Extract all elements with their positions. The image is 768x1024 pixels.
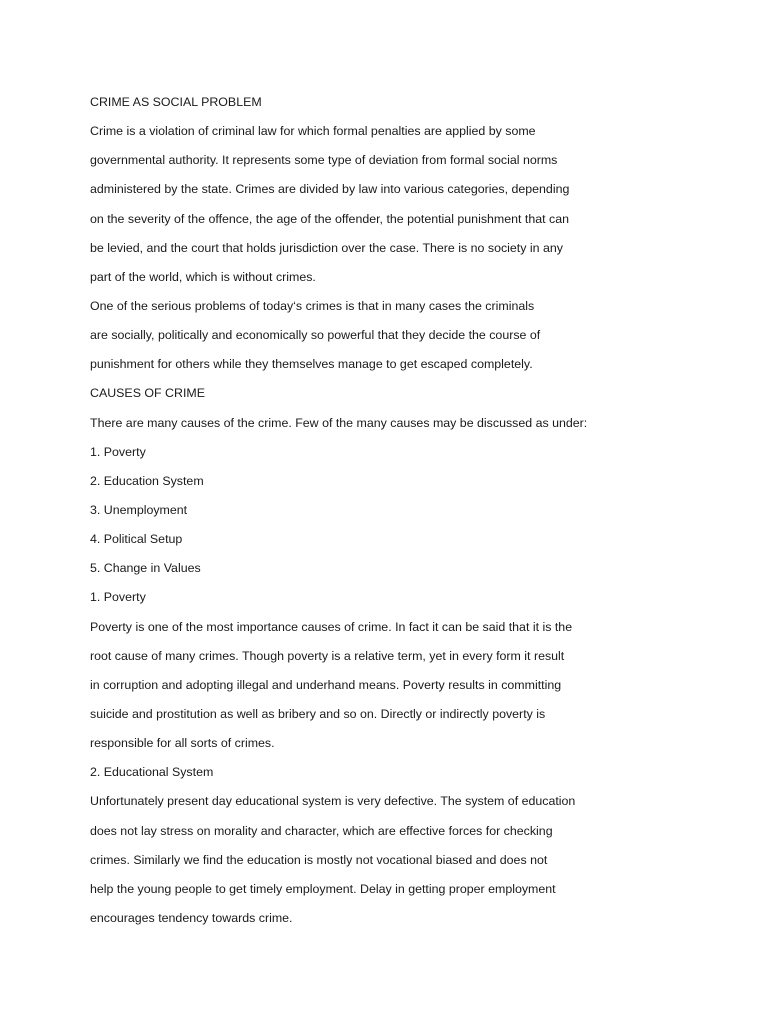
- text-line: in corruption and adopting illegal and underhand means. Poverty results in committing: [90, 677, 562, 692]
- text-line: be levied, and the court that holds jurisdiction over the case. There is no society in any: [90, 240, 563, 255]
- text-line: encourages tendency towards crime.: [90, 910, 293, 925]
- text-line: help the young people to get timely employment. Delay in getting proper employment: [90, 881, 556, 896]
- text-line: Poverty is one of the most importance causes of crime. In fact it can be said that it is the: [90, 619, 573, 634]
- document-body: [90, 88, 610, 933]
- text-line: Unfortunately present day educational system is very defective. The system of education: [90, 794, 576, 809]
- text-line: administered by the state. Crimes are divided by law into various categories, depending: [90, 182, 570, 197]
- text-line: Crime is a violation of criminal law for which formal penalties are applied by some: [90, 124, 536, 139]
- text-line: punishment for others while they themselves manage to get escaped completely.: [90, 357, 533, 372]
- list-item-poverty: 1. Poverty: [90, 444, 146, 459]
- text-line: does not lay stress on morality and character, which are effective forces for checking: [90, 823, 553, 838]
- text-line: part of the world, which is without crimes.: [90, 269, 316, 284]
- list-item-education-system: 2. Education System: [90, 473, 204, 488]
- text-line: suicide and prostitution as well as bribery and so on. Directly or indirectly poverty is: [90, 706, 546, 721]
- list-item-change-in-values: 5. Change in Values: [90, 561, 201, 576]
- text-line: are socially, politically and economically so powerful that they decide the course of: [90, 328, 541, 343]
- heading-causes-of-crime: CAUSES OF CRIME: [90, 386, 205, 401]
- text-line: One of the serious problems of today‘s crimes is that in many cases the criminals: [90, 298, 535, 313]
- text-line: responsible for all sorts of crimes.: [90, 736, 275, 751]
- text-line: governmental authority. It represents some type of deviation from formal social norms: [90, 153, 558, 168]
- heading-crime-as-social-problem: CRIME AS SOCIAL PROBLEM: [90, 95, 262, 109]
- text-line: root cause of many crimes. Though poverty is a relative term, yet in every form it result: [90, 648, 565, 663]
- list-item-unemployment: 3. Unemployment: [90, 502, 188, 517]
- subheading-educational-system: 2. Educational System: [90, 765, 214, 780]
- list-item-political-setup: 4. Political Setup: [90, 532, 183, 547]
- text-line: There are many causes of the crime. Few of the many causes may be discussed as under:: [90, 415, 588, 430]
- text-line: crimes. Similarly we find the education is mostly not vocational biased and does not: [90, 852, 548, 867]
- text-line: on the severity of the offence, the age of the offender, the potential punishment that can: [90, 211, 569, 226]
- subheading-poverty: 1. Poverty: [90, 590, 146, 605]
